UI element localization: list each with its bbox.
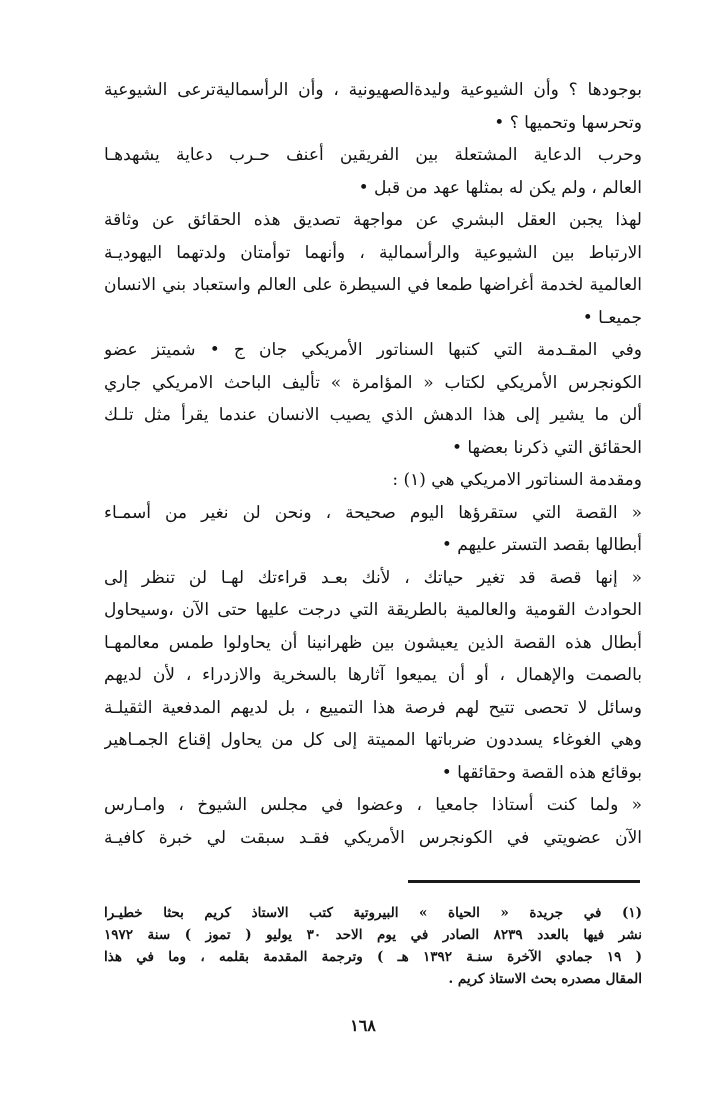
text-line: بوجودها ؟ وأن الشيوعية وليدةالصهيونية ، وأن الرأسماليةترعى الشيوعية [104,80,642,100]
text-line: ألن ما يشير إلى هذا الدهش الذي يصيب الانسان عندما يقرأ مثل تلـك [104,405,642,425]
text-line: الحقائق التي ذكرنا بعضها • [451,437,642,458]
text-line: « ولما كنت أستاذا جامعيا ، وعضوا في مجلس الشيوخ ، وامـارس [104,795,642,815]
text-line: وهي الغوغاء يسددون ضرباتها المميتة إلى كل من يحاول إقناع الجمـاهير [104,730,642,750]
text-line: وسائل لا تحصى تتيح لهم فرصة هذا التمييع ، بل لديهم المدفعية الثقيلـة [104,697,642,718]
main-text [104,74,642,854]
text-line: « إنها قصة قد تغير حياتك ، لأنك بعـد قراءتك لهـا لن تنظر إلى [104,567,642,588]
footnote [104,902,642,990]
text-line: وتحرسها وتحميها ؟ • [494,112,642,133]
text-line: الحوادث القومية والعالمية بالطريقة التي درجت عليها حتى الآن ،وسيحاول [104,600,642,620]
text-line: وحرب الدعاية المشتعلة بين الفريقين أعنف حـرب دعاية يشهدهـا [104,145,642,165]
text-line: الآن عضويتي في الكونجرس الأمريكي فقـد سبقت لي خبرة كافيـة [104,827,642,848]
footnote-separator [408,880,640,883]
text-line: العالمية لخدمة أغراضها طمعا في السيطرة على العالم واستعباد بني الانسان [104,275,642,295]
footnote-line: نشر فيها بالعدد ٨٢٣٩ الصادر في يوم الاحد ٣٠ يوليو ( تموز ) سنة ١٩٧٢ [104,927,642,943]
footnote-line: ( ١٩ جمادي الآخرة سنـة ١٣٩٢ هـ ) وترجمة المقدمة بقلمه ، وما في هذا [104,949,642,965]
footnote-line: المقال مصدره بحث الاستاذ كريم . [448,971,642,987]
text-line: الارتباط بين الشيوعية والرأسمالية ، وأنهما توأمتان ولدتهما اليهوديـة [104,242,642,263]
text-line: جميعـا • [582,307,642,328]
text-line: وفي المقـدمة التي كتبها السناتور الأمريكي جان ج • شميتز عضو [104,340,642,360]
text-line: أبطال هذه القصة الذين يعيشون بين ظهرانينا أن يحاولوا طمس معالمهـا [104,632,642,653]
text-line: بوقائع هذه القصة وحقائقها • [441,762,642,783]
text-line: « القصة التي ستقرؤها اليوم صحيحة ، ونحن لن نغير من أسمـاء [104,502,642,523]
text-line: لهذا يجبن العقل البشري عن مواجهة تصديق هذه الحقائق عن وثاقة [104,210,642,230]
text-line: بالصمت والإهمال ، أو أن يميعوا آثارها بالسخرية والازدراء ، لأن لديهم [104,665,642,685]
text-line: العالم ، ولم يكن له بمثلها عهد من قبل • [358,177,642,198]
text-line: الكونجرس الأمريكي لكتاب « المؤامرة » تأليف الباحث الامريكي جاري [104,372,642,393]
text-line: ومقدمة السناتور الامريكي هي (١) : [392,470,642,490]
text-line: أبطالها بقصد التستر عليهم • [441,535,642,555]
page-number: ١٦٨ [350,1016,376,1035]
footnote-line: (١) في جريدة « الحياة » البيروتية كتب الاستاذ كريم بحثا خطيـرا [104,905,642,921]
